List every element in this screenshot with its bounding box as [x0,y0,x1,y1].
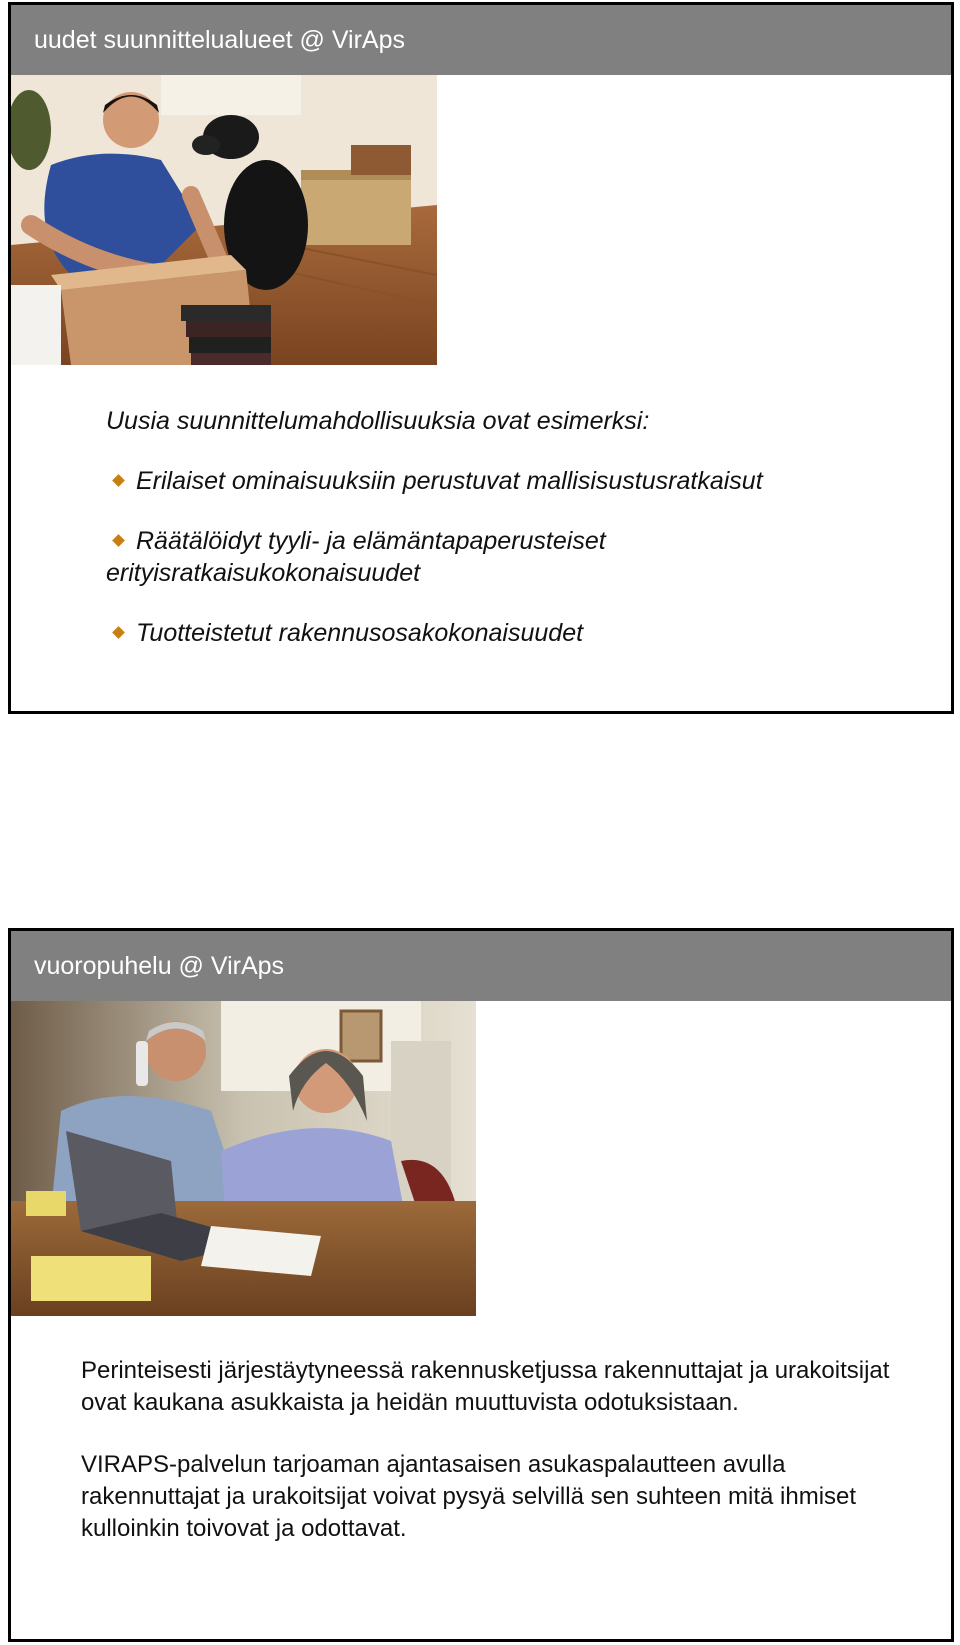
intro-text: Uusia suunnittelumahdollisuuksia ovat esimerksi: [106,407,650,435]
slide-design-areas [8,2,954,714]
slide-body [81,1355,901,1575]
slide-title: vuoropuhelu @ VirAps [11,931,951,1001]
slide-title: uudet suunnittelualueet @ VirAps [11,5,951,75]
diamond-bullet-icon [112,474,125,487]
diamond-bullet-icon [112,534,125,547]
bullet-item [106,465,926,497]
photo-couple-with-laptop [11,1001,476,1316]
bullet-item [106,617,926,649]
diamond-bullet-icon [112,626,125,639]
bullet-item [106,525,926,589]
photo-man-packing-box-with-dog [11,75,437,365]
paragraph: VIRAPS-palvelun tarjoaman ajantasaisen asukaspalautteen avulla rakennuttajat ja urakoitsijat voivat pysyä selvillä sen suhteen mitä ihmiset kulloinkin toivovat ja odottavat. [81,1451,857,1542]
paragraph: Perinteisesti järjestäytyneessä rakennusketjussa rakennuttajat ja urakoitsijat ovat kaukana asukkaista ja heidän muuttuvista odotuksistaan. [81,1357,890,1416]
bullet-text: Erilaiset ominaisuuksiin perustuvat mallisisustusratkaisut [136,467,763,495]
bullet-text: Räätälöidyt tyyli- ja elämäntapaperusteiset erityisratkaisukokonaisuudet [106,527,606,587]
slide-body [106,405,926,677]
slide-dialogue [8,928,954,1642]
bullet-text: Tuotteistetut rakennusosakokonaisuudet [136,619,584,647]
